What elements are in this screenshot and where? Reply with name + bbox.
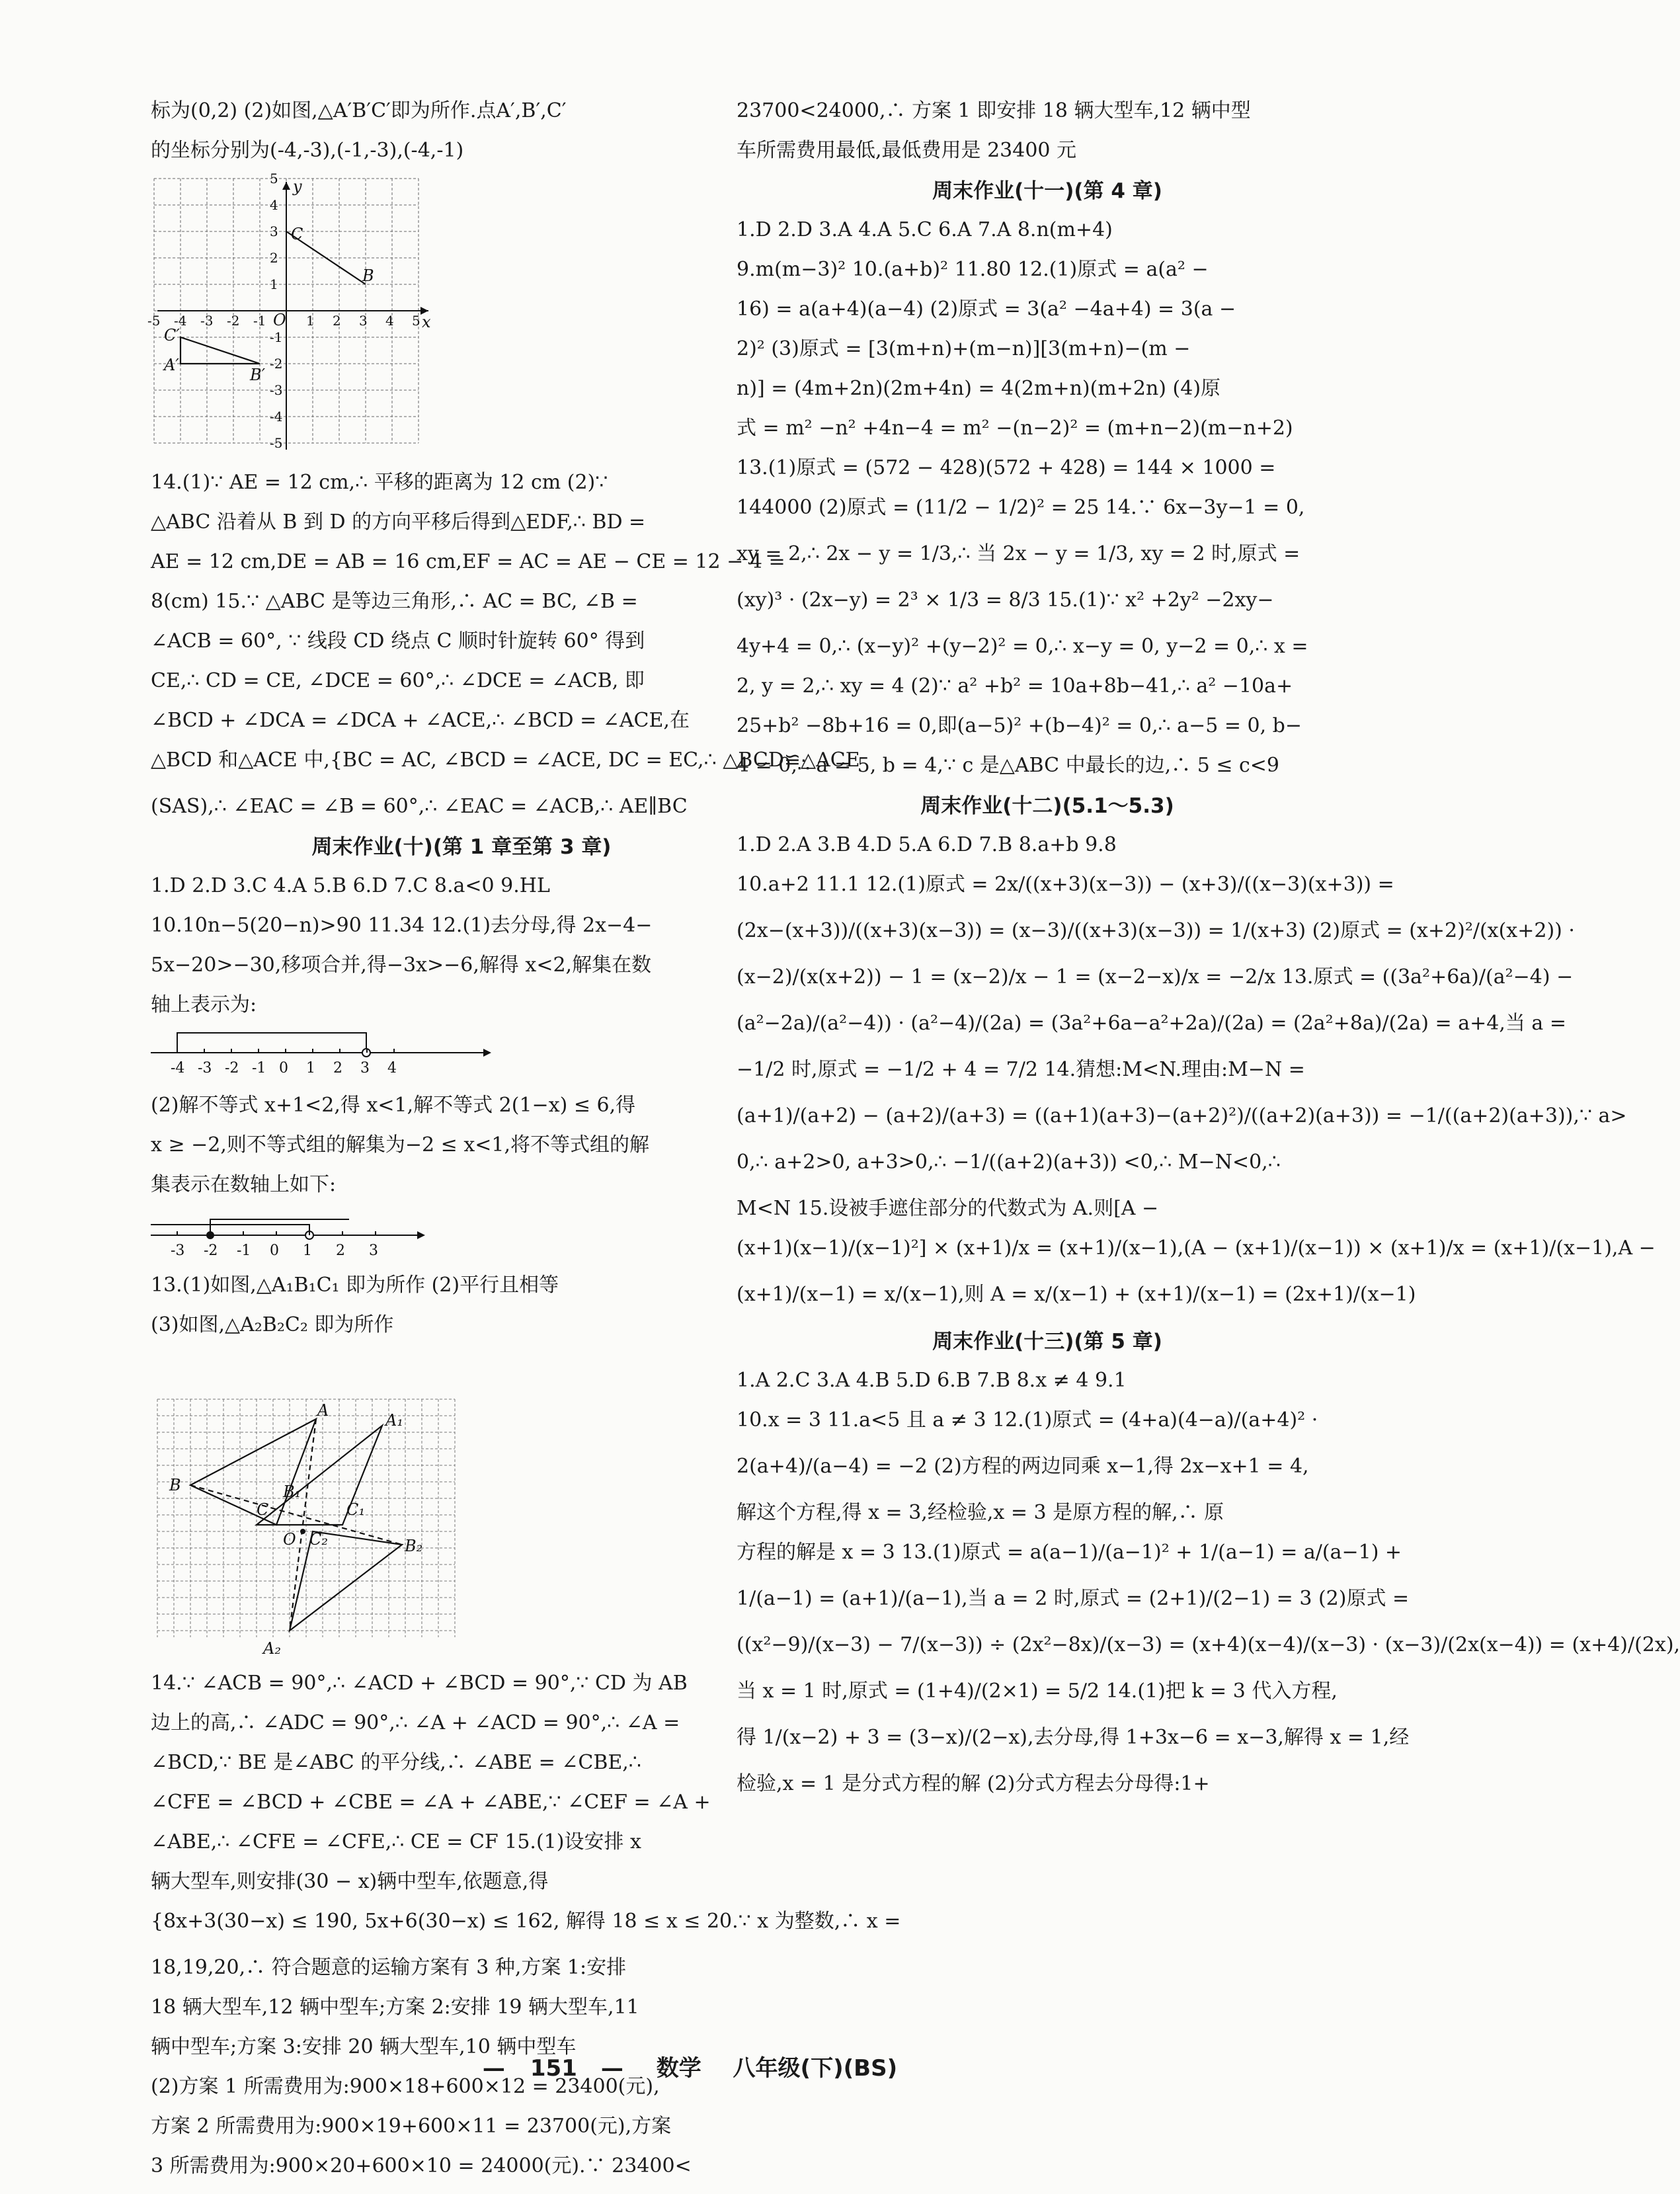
number-line-tick: -1 <box>237 1242 251 1259</box>
grid2-a2-label: A₂ <box>263 1639 281 1658</box>
grid2-a-label: A <box>317 1401 329 1420</box>
transformation-grid-figure <box>151 1353 772 1657</box>
x-tick-label: -1 <box>253 313 266 329</box>
weekend-13-text <box>737 1369 1680 1796</box>
number-line-tick: 2 <box>333 1060 342 1077</box>
text-line: 5x−20>−30,移项合并,得−3x>−6,解得 x<2,解集在数 <box>151 954 652 977</box>
number-line-tick: -1 <box>252 1060 266 1077</box>
point-a1-label: A′ <box>164 356 179 374</box>
text-line: 9.m(m−3)² 10.(a+b)² 11.80 12.(1)原式 = a(a² − <box>737 258 1209 281</box>
y-axis-label: y <box>293 177 302 196</box>
text-line: 8(cm) 15.∵ △ABC 是等边三角形,∴ AC = BC, ∠B = <box>151 590 638 613</box>
text-line: (2x−(x+3))/((x+3)(x−3)) = (x−3)/((x+3)(x−3)) = 1/(x+3) (2)原式 = (x+2)²/(x(x+2)) · <box>737 919 1575 942</box>
y-tick-label: -3 <box>270 382 283 398</box>
right-top-text <box>737 99 1358 163</box>
number-line-tick: 0 <box>279 1060 288 1077</box>
weekend-11-text <box>737 218 1358 778</box>
grade-label: 八年级(下)(BS) <box>733 2055 898 2082</box>
heading-weekend-10: 周末作业(十)(第 1 章至第 3 章) <box>311 835 612 859</box>
text-line: 10.x = 3 11.a<5 且 a ≠ 3 12.(1)原式 = (4+a)(4−a)/(a+4)² · <box>737 1408 1318 1432</box>
text-line: 辆大型车,则安排(30 − x)辆中型车,依题意,得 <box>151 1870 549 1893</box>
number-line-tick: 1 <box>303 1242 312 1259</box>
text-line: −1/2 时,原式 = −1/2 + 4 = 7/2 14.猜想:M<N.理由:M−N = <box>737 1058 1305 1081</box>
text-line: ((x²−9)/(x−3) − 7/(x−3)) ÷ (2x²−8x)/(x−3) = (x+4)(x−4)/(x−3) · (x−3)/(2x(x−4)) = (x+4)/(2x), <box>737 1633 1680 1656</box>
text-line: 1.D 2.D 3.A 4.A 5.C 6.A 7.A 8.n(m+4) <box>737 218 1113 241</box>
text-line: 的坐标分别为(-4,-3),(-1,-3),(-4,-1) <box>151 139 464 162</box>
grid2-a1-label: A₁ <box>385 1411 403 1430</box>
text-line: (x+1)/(x−1) = x/(x−1),则 A = x/(x−1) + (x+1)/(x−1) = (2x+1)/(x−1) <box>737 1283 1416 1306</box>
text-line: 2, y = 2,∴ xy = 4 (2)∵ a² +b² = 10a+8b−41,∴ a² −10a+ <box>737 674 1293 698</box>
y-tick-label: 3 <box>270 223 278 239</box>
grid2-c2-label: C₂ <box>309 1530 328 1549</box>
grid2-b1-label: B₁ <box>283 1483 301 1501</box>
text-line: 18,19,20,∴ 符合题意的运输方案有 3 种,方案 1:安排 <box>151 1956 627 1979</box>
number-line-tick: 2 <box>336 1242 345 1259</box>
text-line: x ≥ −2,则不等式组的解集为−2 ≤ x<1,将不等式组的解 <box>151 1133 649 1157</box>
text-line: 方案 2 所需费用为:900×19+600×11 = 23700(元),方案 <box>151 2115 672 2138</box>
weekend-12-text <box>737 833 1656 1307</box>
number-line-tick: -2 <box>225 1060 239 1077</box>
number-line-1 <box>151 1033 772 1079</box>
text-line: 集表示在数轴上如下: <box>151 1173 337 1196</box>
y-tick-label: -1 <box>270 329 283 345</box>
text-line: 式 = m² −n² +4n−4 = m² −(n−2)² = (m+n−2)(m−n+2) <box>737 417 1293 440</box>
text-line: AE = 12 cm,DE = AB = 16 cm,EF = AC = AE − CE = 12 − 4 = <box>151 550 785 573</box>
number-line-tick: -4 <box>171 1060 185 1077</box>
text-line: 18 辆大型车,12 辆中型车;方案 2:安排 19 辆大型车,11 <box>151 1996 639 2019</box>
heading-weekend-11: 周末作业(十一)(第 4 章) <box>932 179 1162 203</box>
text-line: (2)方案 1 所需费用为:900×18+600×12 = 23400(元), <box>151 2075 660 2098</box>
text-line: 轴上表示为: <box>151 993 257 1016</box>
text-line: 当 x = 1 时,原式 = (1+4)/(2×1) = 5/2 14.(1)把 k = 3 代入方程, <box>737 1680 1338 1703</box>
text-line: 辆中型车;方案 3:安排 20 辆大型车,10 辆中型车 <box>151 2035 577 2058</box>
text-line: 检验,x = 1 是分式方程的解 (2)分式方程去分母得:1+ <box>737 1772 1210 1795</box>
grid2-o-label: O <box>283 1530 296 1549</box>
text-line: 解这个方程,得 x = 3,经检验,x = 3 是原方程的解,∴ 原 <box>737 1501 1224 1524</box>
y-tick-label: -4 <box>270 409 283 425</box>
text-line: (x+1)(x−1)/(x−1)²] × (x+1)/x = (x+1)/(x−1),(A − (x+1)/(x−1)) × (x+1)/x = (x+1)/(x−1),A − <box>737 1237 1656 1260</box>
x-tick-label: 1 <box>306 313 315 329</box>
grid2-c1-label: C₁ <box>346 1500 365 1519</box>
text-line: CE,∴ CD = CE, ∠DCE = 60°,∴ ∠DCE = ∠ACB, 即 <box>151 669 645 692</box>
text-line: 10.10n−5(20−n)>90 11.34 12.(1)去分母,得 2x−4− <box>151 914 653 937</box>
text-line: ∠ACB = 60°, ∵ 线段 CD 绕点 C 顺时针旋转 60° 得到 <box>151 630 645 653</box>
number-line-2 <box>151 1213 772 1259</box>
text-line: 4 = 0,∴ a = 5, b = 4,∵ c 是△ABC 中最长的边,∴ 5 ≤ c<9 <box>737 754 1280 777</box>
number-line-tick: 4 <box>387 1060 397 1077</box>
number-line-tick: 0 <box>270 1242 279 1259</box>
text-line: M<N 15.设被手遮住部分的代数式为 A.则[A − <box>737 1197 1159 1220</box>
text-line: n)] = (4m+2n)(2m+4n) = 4(2m+n)(m+2n) (4)原 <box>737 377 1221 400</box>
text-line: 144000 (2)原式 = (11/2 − 1/2)² = 25 14.∵ 6x−3y−1 = 0, <box>737 496 1305 519</box>
text-line: 2(a+4)/(a−4) = −2 (2)方程的两边同乘 x−1,得 2x−x+1 = 4, <box>737 1455 1309 1478</box>
grid2-b2-label: B₂ <box>405 1537 423 1555</box>
x-tick-label: -2 <box>227 313 240 329</box>
x-tick-label: 3 <box>359 313 368 329</box>
heading-weekend-13: 周末作业(十三)(第 5 章) <box>932 1330 1162 1354</box>
text-line: (a²−2a)/(a²−4)) · (a²−4)/(2a) = (3a²+6a−a²+2a)/(2a) = (2a²+8a)/(2a) = a+4,当 a = <box>737 1012 1566 1035</box>
text-line: 4y+4 = 0,∴ (x−y)² +(y−2)² = 0,∴ x−y = 0, y−2 = 0,∴ x = <box>737 635 1308 658</box>
left-top-text <box>151 99 772 163</box>
number-line-tick: -2 <box>204 1242 218 1259</box>
text-line: 标为(0,2) (2)如图,△A′B′C′即为所作.点A′,B′,C′ <box>151 99 567 122</box>
text-line: 13.(1)如图,△A₁B₁C₁ 即为所作 (2)平行且相等 <box>151 1274 559 1297</box>
text-line: (a+1)/(a+2) − (a+2)/(a+3) = ((a+1)(a+3)−(a+2)²)/((a+2)(a+3)) = −1/((a+2)(a+3)),∵ a> <box>737 1104 1627 1127</box>
number-line-tick: -3 <box>198 1060 212 1077</box>
text-line: 1.D 2.D 3.C 4.A 5.B 6.D 7.C 8.a<0 9.HL <box>151 874 550 897</box>
coordinate-grid-figure <box>147 171 772 456</box>
grid2-b-label: B <box>169 1476 181 1494</box>
point-b-label: B <box>362 266 374 285</box>
number-line-tick: -3 <box>171 1242 185 1259</box>
text-line: 2)² (3)原式 = [3(m+n)+(m−n)][3(m+n)−(m − <box>737 337 1191 360</box>
text-line: (SAS),∴ ∠EAC = ∠B = 60°,∴ ∠EAC = ∠ACB,∴ AE∥BC <box>151 795 688 818</box>
point-c1-label: C′ <box>164 326 180 345</box>
text-line: 14.(1)∵ AE = 12 cm,∴ 平移的距离为 12 cm (2)∵ <box>151 471 608 494</box>
point-c-label: C <box>291 225 303 243</box>
weekend-10-text-2 <box>151 1094 772 1197</box>
y-tick-label: -2 <box>270 356 283 372</box>
y-tick-label: 5 <box>270 171 278 186</box>
text-line: 1.D 2.A 3.B 4.D 5.A 6.D 7.B 8.a+b 9.8 <box>737 833 1117 856</box>
text-line: 方程的解是 x = 3 13.(1)原式 = a(a−1)/(a−1)² + 1/(a−1) = a/(a−1) + <box>737 1541 1402 1564</box>
coordinate-grid-svg <box>147 171 442 456</box>
subject-label: 数学 <box>656 2055 701 2082</box>
text-line: △ABC 沿着从 B 到 D 的方向平移后得到△EDF,∴ BD = <box>151 510 646 534</box>
y-tick-label: 2 <box>270 250 278 266</box>
number-line-tick: 3 <box>360 1060 370 1077</box>
text-line: (x−2)/(x(x+2)) − 1 = (x−2)/x − 1 = (x−2−x)/x = −2/x 13.原式 = ((3a²+6a)/(a²−4) − <box>737 965 1574 989</box>
x-tick-label: -3 <box>200 313 214 329</box>
y-tick-label: -5 <box>270 435 283 451</box>
text-line: (xy)³ · (2x−y) = 2³ × 1/3 = 8/3 15.(1)∵ x² +2y² −2xy− <box>737 589 1274 612</box>
text-line: 得 1/(x−2) + 3 = (3−x)/(2−x),去分母,得 1+3x−6 = x−3,解得 x = 1,经 <box>737 1726 1410 1749</box>
point-b1-label: B′ <box>250 366 266 384</box>
text-line: 10.a+2 11.1 12.(1)原式 = 2x/((x+3)(x−3)) − (x+3)/((x−3)(x+3)) = <box>737 873 1394 896</box>
text-line: {8x+3(30−x) ≤ 190, 5x+6(30−x) ≤ 162, 解得 18 ≤ x ≤ 20.∵ x 为整数,∴ x = <box>151 1910 901 1933</box>
text-line: 14.∵ ∠ACB = 90°,∴ ∠ACD + ∠BCD = 90°,∵ CD 为 AB <box>151 1672 688 1695</box>
page-footer: — 151 — 数学 八年级(下)(BS) <box>482 2055 898 2082</box>
text-line: (2)解不等式 x+1<2,得 x<1,解不等式 2(1−x) ≤ 6,得 <box>151 1094 636 1117</box>
text-line: ∠ABE,∴ ∠CFE = ∠CFE,∴ CE = CF 15.(1)设安排 x <box>151 1830 641 1853</box>
problem-14-15-text <box>151 471 860 819</box>
x-tick-label: 4 <box>385 313 394 329</box>
origin-label: O <box>273 311 286 329</box>
problem-13-text <box>151 1274 772 1337</box>
text-line: 0,∴ a+2>0, a+3>0,∴ −1/((a+2)(a+3)) <0,∴ M−N<0,∴ <box>737 1151 1281 1174</box>
text-line: (3)如图,△A₂B₂C₂ 即为所作 <box>151 1313 394 1336</box>
grid2-c-label: C <box>257 1500 269 1519</box>
text-line: △BCD 和△ACE 中,{BC = AC, ∠BCD = ∠ACE, DC = EC,∴ △BCD≌△ACE <box>151 749 860 772</box>
text-line: 16) = a(a+4)(a−4) (2)原式 = 3(a² −4a+4) = 3(a − <box>737 298 1236 321</box>
x-tick-label: 5 <box>412 313 420 329</box>
y-tick-label: 4 <box>270 197 278 213</box>
number-line-tick: 3 <box>369 1242 378 1259</box>
text-line: 23700<24000,∴ 方案 1 即安排 18 辆大型车,12 辆中型 <box>737 99 1251 122</box>
right-column <box>737 99 1680 1812</box>
text-line: 车所需费用最低,最低费用是 23400 元 <box>737 139 1077 162</box>
x-tick-label: 2 <box>333 313 341 329</box>
text-line: ∠BCD + ∠DCA = ∠DCA + ∠ACE,∴ ∠BCD = ∠ACE,在 <box>151 709 690 732</box>
y-tick-label: 1 <box>270 276 278 292</box>
text-line: 25+b² −8b+16 = 0,即(a−5)² +(b−4)² = 0,∴ a−5 = 0, b− <box>737 714 1302 737</box>
x-tick-label: -4 <box>174 313 187 329</box>
page-number: 151 <box>530 2055 577 2082</box>
text-line: 1/(a−1) = (a+1)/(a−1),当 a = 2 时,原式 = (2+1)/(2−1) = 3 (2)原式 = <box>737 1587 1410 1610</box>
text-line: 13.(1)原式 = (572 − 428)(572 + 428) = 144 × 1000 = <box>737 456 1276 479</box>
text-line: ∠CFE = ∠BCD + ∠CBE = ∠A + ∠ABE,∵ ∠CEF = ∠A + <box>151 1791 711 1814</box>
text-line: ∠BCD,∵ BE 是∠ABC 的平分线,∴ ∠ABE = ∠CBE,∴ <box>151 1751 641 1774</box>
number-line-tick: 1 <box>306 1060 315 1077</box>
text-line: 1.A 2.C 3.A 4.B 5.D 6.B 7.B 8.x ≠ 4 9.1 <box>737 1369 1127 1392</box>
x-tick-label: -5 <box>147 313 161 329</box>
text-line: 边上的高,∴ ∠ADC = 90°,∴ ∠A + ∠ACD = 90°,∴ ∠A = <box>151 1711 680 1734</box>
heading-weekend-12: 周末作业(十二)(5.1～5.3) <box>920 794 1174 818</box>
text-line: xy = 2,∴ 2x − y = 1/3,∴ 当 2x − y = 1/3, xy = 2 时,原式 = <box>737 542 1300 565</box>
text-line: 3 所需费用为:900×20+600×10 = 24000(元).∵ 23400< <box>151 2154 692 2177</box>
x-axis-label: x <box>422 313 431 331</box>
weekend-10-text <box>151 874 772 1017</box>
